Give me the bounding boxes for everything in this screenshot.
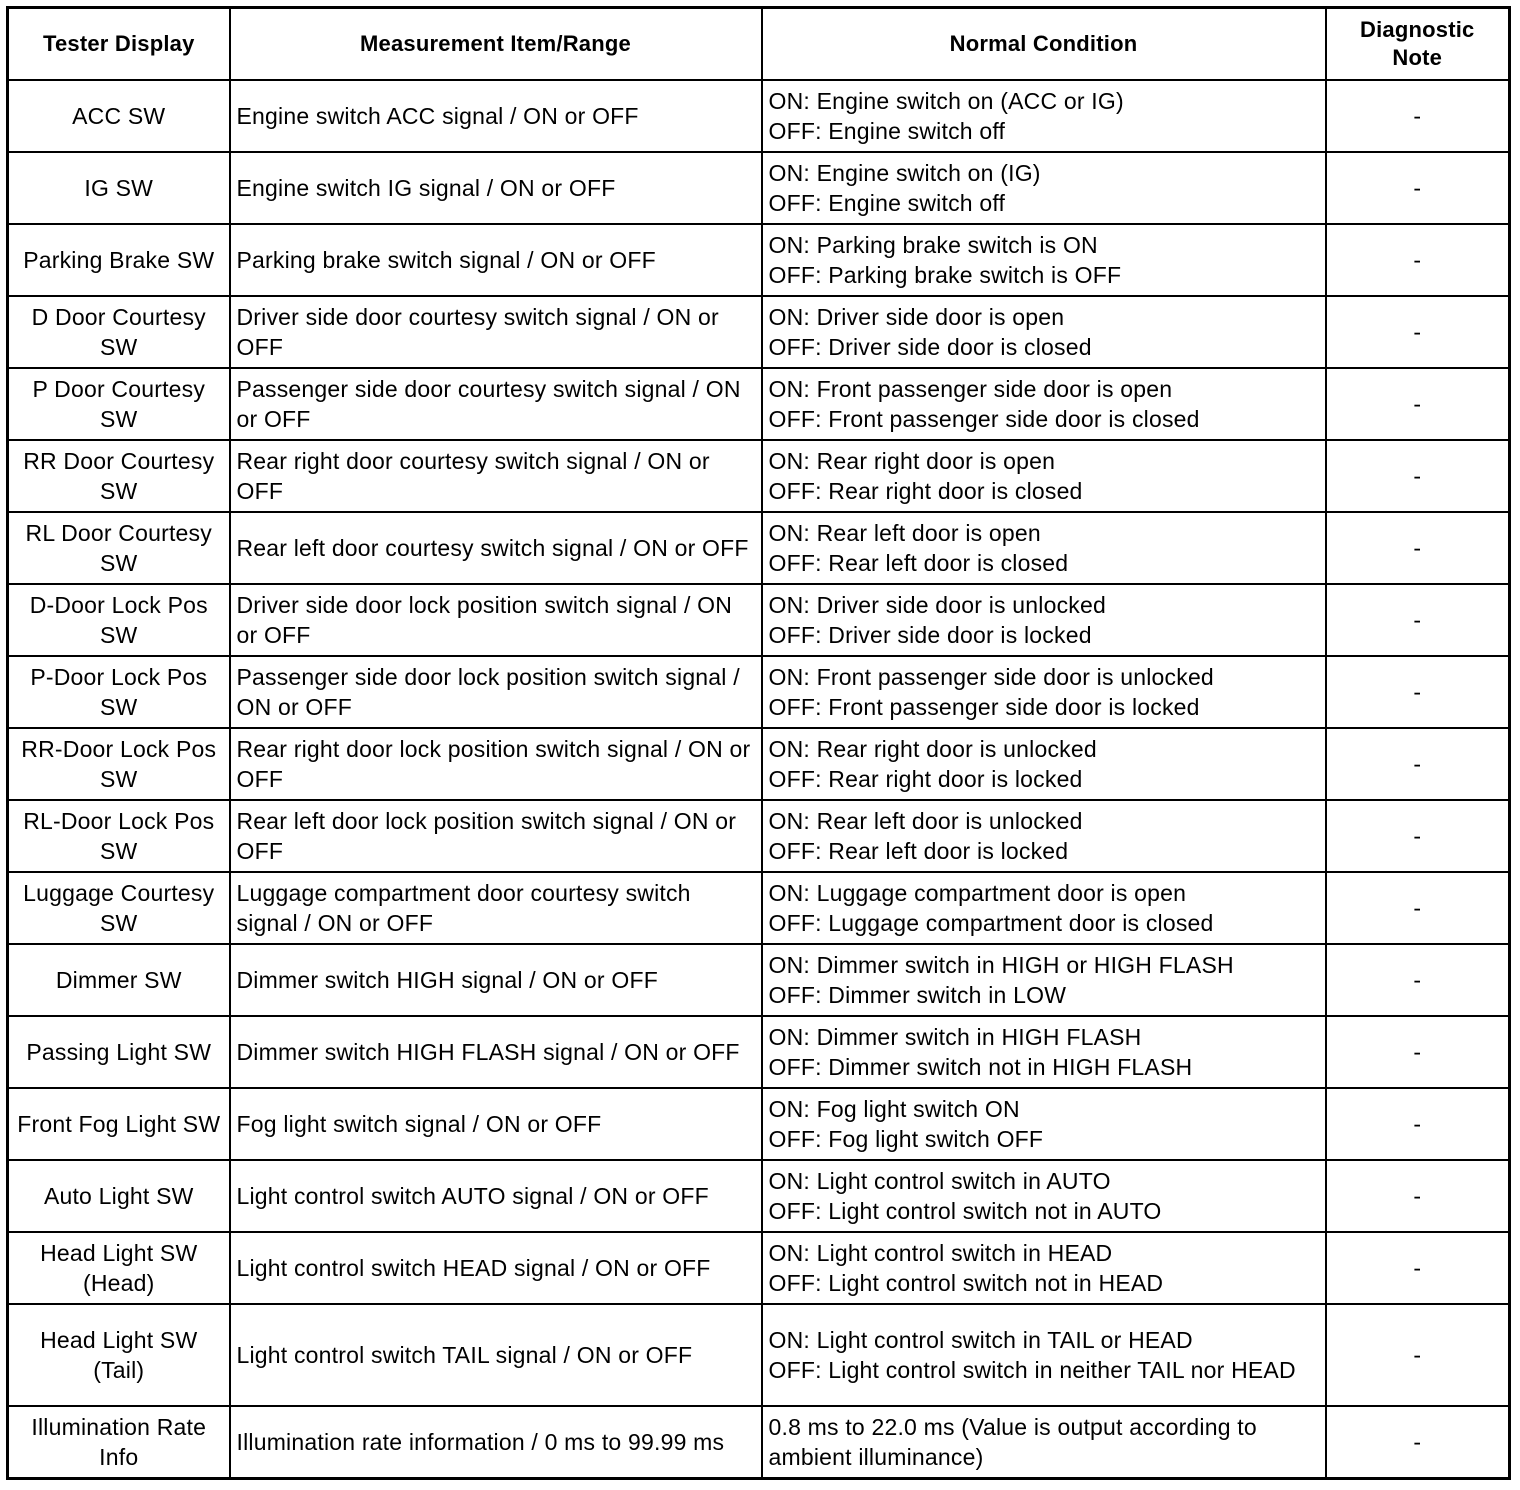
- cell-diagnostic-note: -: [1326, 1232, 1510, 1304]
- normal-condition-line: OFF: Light control switch not in HEAD: [768, 1270, 1164, 1296]
- cell-measurement-item: Rear right door courtesy switch signal / ON or OFF: [230, 440, 762, 512]
- table-row: [8, 944, 1510, 1016]
- table-row: [8, 224, 1510, 296]
- normal-condition-line: ON: Rear right door is open: [768, 448, 1056, 474]
- cell-normal-condition: [762, 368, 1326, 440]
- normal-condition-line: ON: Rear right door is unlocked: [768, 736, 1097, 762]
- cell-measurement-item: Luggage compartment door courtesy switch signal / ON or OFF: [230, 872, 762, 944]
- table-row: [8, 296, 1510, 368]
- table-row: [8, 440, 1510, 512]
- table-row: [8, 584, 1510, 656]
- cell-diagnostic-note: -: [1326, 728, 1510, 800]
- normal-condition-line: OFF: Engine switch off: [768, 118, 1006, 144]
- normal-condition-line: OFF: Driver side door is locked: [768, 622, 1092, 648]
- cell-normal-condition: [762, 872, 1326, 944]
- cell-tester-display: IG SW: [8, 152, 230, 224]
- normal-condition-line: OFF: Rear right door is locked: [768, 766, 1083, 792]
- cell-diagnostic-note: -: [1326, 656, 1510, 728]
- table-row: [8, 1232, 1510, 1304]
- table-row: [8, 1406, 1510, 1479]
- cell-measurement-item: Illumination rate information / 0 ms to 99.99 ms: [230, 1406, 762, 1479]
- table-row: [8, 80, 1510, 152]
- table-row: [8, 1088, 1510, 1160]
- normal-condition-line: ON: Engine switch on (IG): [768, 160, 1041, 186]
- normal-condition-line: ON: Driver side door is unlocked: [768, 592, 1106, 618]
- cell-measurement-item: Engine switch ACC signal / ON or OFF: [230, 80, 762, 152]
- cell-normal-condition: [762, 584, 1326, 656]
- normal-condition-line: 0.8 ms to 22.0 ms (Value is output according to ambient illuminance): [768, 1414, 1257, 1470]
- cell-tester-display: RR-Door Lock Pos SW: [8, 728, 230, 800]
- cell-tester-display: Luggage Courtesy SW: [8, 872, 230, 944]
- cell-tester-display: Illumination Rate Info: [8, 1406, 230, 1479]
- cell-tester-display: RL Door Courtesy SW: [8, 512, 230, 584]
- cell-diagnostic-note: -: [1326, 1406, 1510, 1479]
- cell-normal-condition: [762, 152, 1326, 224]
- cell-diagnostic-note: -: [1326, 944, 1510, 1016]
- cell-normal-condition: [762, 1406, 1326, 1479]
- normal-condition-line: OFF: Parking brake switch is OFF: [768, 262, 1122, 288]
- table-header-row: [8, 8, 1510, 81]
- header-normal-condition: Normal Condition: [762, 8, 1326, 81]
- cell-normal-condition: [762, 296, 1326, 368]
- cell-normal-condition: [762, 656, 1326, 728]
- cell-diagnostic-note: -: [1326, 440, 1510, 512]
- table-row: [8, 1016, 1510, 1088]
- cell-tester-display: ACC SW: [8, 80, 230, 152]
- normal-condition-line: OFF: Front passenger side door is locked: [768, 694, 1200, 720]
- cell-measurement-item: Light control switch HEAD signal / ON or OFF: [230, 1232, 762, 1304]
- table-row: [8, 656, 1510, 728]
- normal-condition-line: ON: Light control switch in AUTO: [768, 1168, 1111, 1194]
- header-tester-display: Tester Display: [8, 8, 230, 81]
- table-body: [8, 80, 1510, 1479]
- cell-tester-display: P-Door Lock Pos SW: [8, 656, 230, 728]
- cell-diagnostic-note: -: [1326, 1016, 1510, 1088]
- cell-diagnostic-note: -: [1326, 80, 1510, 152]
- cell-measurement-item: Rear left door courtesy switch signal / ON or OFF: [230, 512, 762, 584]
- normal-condition-line: ON: Dimmer switch in HIGH or HIGH FLASH: [768, 952, 1234, 978]
- cell-diagnostic-note: -: [1326, 800, 1510, 872]
- normal-condition-line: ON: Driver side door is open: [768, 304, 1065, 330]
- normal-condition-line: OFF: Front passenger side door is closed: [768, 406, 1200, 432]
- cell-normal-condition: [762, 80, 1326, 152]
- normal-condition-line: OFF: Rear left door is closed: [768, 550, 1069, 576]
- cell-measurement-item: Rear right door lock position switch signal / ON or OFF: [230, 728, 762, 800]
- cell-normal-condition: [762, 1232, 1326, 1304]
- cell-tester-display: Auto Light SW: [8, 1160, 230, 1232]
- cell-normal-condition: [762, 728, 1326, 800]
- cell-diagnostic-note: -: [1326, 1160, 1510, 1232]
- cell-normal-condition: [762, 1088, 1326, 1160]
- normal-condition-line: OFF: Rear right door is closed: [768, 478, 1083, 504]
- cell-tester-display: Dimmer SW: [8, 944, 230, 1016]
- normal-condition-line: ON: Engine switch on (ACC or IG): [768, 88, 1124, 114]
- cell-measurement-item: Passenger side door courtesy switch signal / ON or OFF: [230, 368, 762, 440]
- cell-diagnostic-note: -: [1326, 872, 1510, 944]
- table-row: [8, 1160, 1510, 1232]
- cell-diagnostic-note: -: [1326, 512, 1510, 584]
- cell-tester-display: Passing Light SW: [8, 1016, 230, 1088]
- normal-condition-line: ON: Light control switch in TAIL or HEAD: [768, 1327, 1193, 1353]
- cell-diagnostic-note: -: [1326, 368, 1510, 440]
- table-row: [8, 1304, 1510, 1406]
- normal-condition-line: ON: Fog light switch ON: [768, 1096, 1020, 1122]
- cell-tester-display: Front Fog Light SW: [8, 1088, 230, 1160]
- normal-condition-line: OFF: Light control switch not in AUTO: [768, 1198, 1162, 1224]
- table-row: [8, 152, 1510, 224]
- cell-normal-condition: [762, 1160, 1326, 1232]
- cell-measurement-item: Fog light switch signal / ON or OFF: [230, 1088, 762, 1160]
- cell-tester-display: P Door Courtesy SW: [8, 368, 230, 440]
- normal-condition-line: ON: Dimmer switch in HIGH FLASH: [768, 1024, 1142, 1050]
- cell-measurement-item: Rear left door lock position switch signal / ON or OFF: [230, 800, 762, 872]
- normal-condition-line: ON: Rear left door is unlocked: [768, 808, 1083, 834]
- normal-condition-line: ON: Rear left door is open: [768, 520, 1041, 546]
- cell-tester-display: Parking Brake SW: [8, 224, 230, 296]
- cell-measurement-item: Driver side door courtesy switch signal / ON or OFF: [230, 296, 762, 368]
- cell-normal-condition: [762, 512, 1326, 584]
- normal-condition-line: OFF: Dimmer switch in LOW: [768, 982, 1067, 1008]
- cell-tester-display: D-Door Lock Pos SW: [8, 584, 230, 656]
- cell-measurement-item: Dimmer switch HIGH signal / ON or OFF: [230, 944, 762, 1016]
- normal-condition-line: ON: Parking brake switch is ON: [768, 232, 1098, 258]
- header-diagnostic-note: Diagnostic Note: [1326, 8, 1510, 81]
- cell-tester-display: Head Light SW (Tail): [8, 1304, 230, 1406]
- table-row: [8, 368, 1510, 440]
- normal-condition-line: ON: Light control switch in HEAD: [768, 1240, 1113, 1266]
- cell-diagnostic-note: -: [1326, 296, 1510, 368]
- cell-measurement-item: Driver side door lock position switch signal / ON or OFF: [230, 584, 762, 656]
- cell-normal-condition: [762, 944, 1326, 1016]
- cell-diagnostic-note: -: [1326, 224, 1510, 296]
- cell-diagnostic-note: -: [1326, 1088, 1510, 1160]
- cell-normal-condition: [762, 440, 1326, 512]
- cell-tester-display: D Door Courtesy SW: [8, 296, 230, 368]
- cell-measurement-item: Light control switch AUTO signal / ON or OFF: [230, 1160, 762, 1232]
- normal-condition-line: OFF: Driver side door is closed: [768, 334, 1092, 360]
- cell-diagnostic-note: -: [1326, 584, 1510, 656]
- header-measurement-item: Measurement Item/Range: [230, 8, 762, 81]
- cell-normal-condition: [762, 1304, 1326, 1406]
- table-row: [8, 872, 1510, 944]
- normal-condition-line: OFF: Dimmer switch not in HIGH FLASH: [768, 1054, 1193, 1080]
- data-list-table: [6, 6, 1511, 1480]
- normal-condition-line: OFF: Rear left door is locked: [768, 838, 1069, 864]
- cell-normal-condition: [762, 800, 1326, 872]
- cell-tester-display: RR Door Courtesy SW: [8, 440, 230, 512]
- cell-measurement-item: Dimmer switch HIGH FLASH signal / ON or OFF: [230, 1016, 762, 1088]
- cell-measurement-item: Light control switch TAIL signal / ON or OFF: [230, 1304, 762, 1406]
- table-row: [8, 800, 1510, 872]
- cell-diagnostic-note: -: [1326, 152, 1510, 224]
- cell-normal-condition: [762, 1016, 1326, 1088]
- normal-condition-line: ON: Front passenger side door is unlocked: [768, 664, 1214, 690]
- table-row: [8, 728, 1510, 800]
- cell-measurement-item: Engine switch IG signal / ON or OFF: [230, 152, 762, 224]
- cell-tester-display: RL-Door Lock Pos SW: [8, 800, 230, 872]
- table-row: [8, 512, 1510, 584]
- normal-condition-line: ON: Luggage compartment door is open: [768, 880, 1187, 906]
- cell-tester-display: Head Light SW (Head): [8, 1232, 230, 1304]
- cell-measurement-item: Parking brake switch signal / ON or OFF: [230, 224, 762, 296]
- normal-condition-line: OFF: Light control switch in neither TAIL nor HEAD: [768, 1357, 1296, 1383]
- cell-normal-condition: [762, 224, 1326, 296]
- normal-condition-line: ON: Front passenger side door is open: [768, 376, 1173, 402]
- cell-measurement-item: Passenger side door lock position switch signal / ON or OFF: [230, 656, 762, 728]
- normal-condition-line: OFF: Engine switch off: [768, 190, 1006, 216]
- cell-diagnostic-note: -: [1326, 1304, 1510, 1406]
- normal-condition-line: OFF: Fog light switch OFF: [768, 1126, 1044, 1152]
- normal-condition-line: OFF: Luggage compartment door is closed: [768, 910, 1214, 936]
